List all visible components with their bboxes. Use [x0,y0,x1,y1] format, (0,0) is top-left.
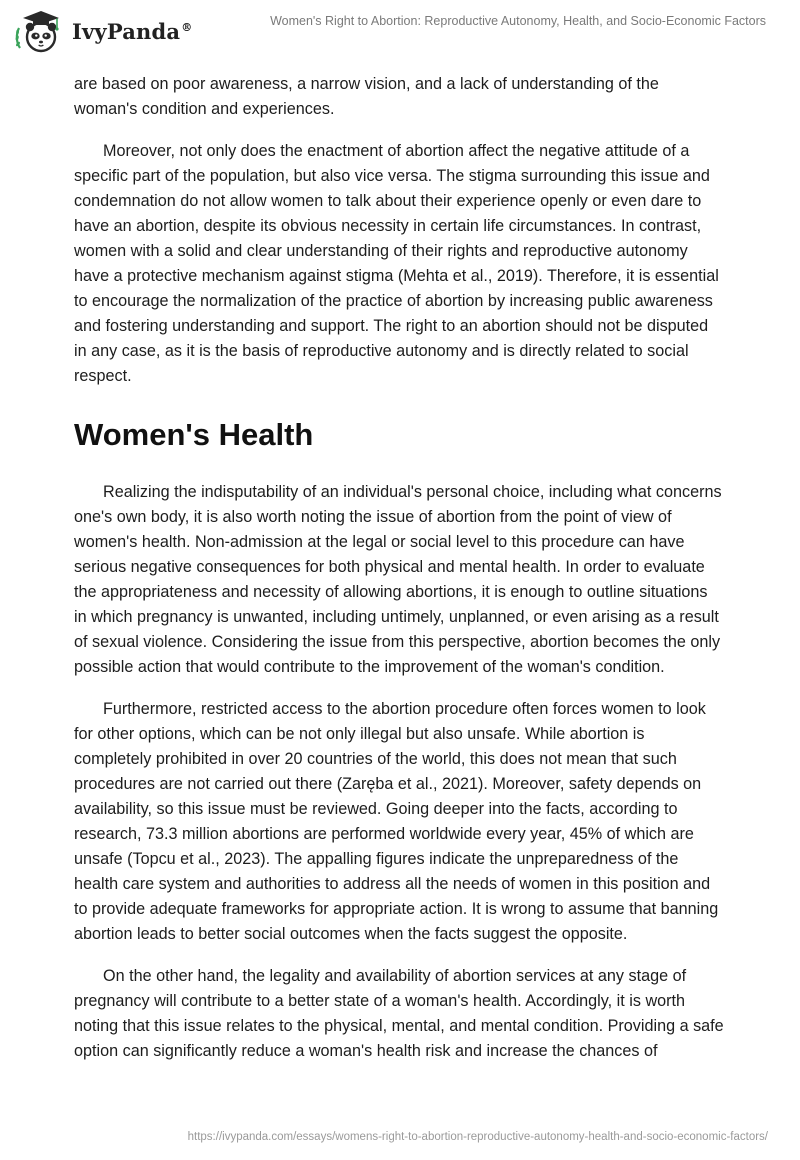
section-heading-womens-health: Women's Health [74,417,314,452]
page-header [0,0,800,62]
panda-graduate-icon [14,8,66,54]
paragraph-stigma: Moreover, not only does the enactment of abortion affect the negative attitude of a specific part of the population, but also vice versa. The stigma surrounding this issue and condemnation do not allow women to talk about their experience openly or even dare to have an abortion, despite its obvious necessity in certain life circumstances. In contrast, women with a solid and clear understanding of their rights and reproductive autonomy have a protective mechanism against stigma (Mehta et al., 2019). Therefore, it is essential to encourage the normalization of the practice of abortion by increasing public awareness and fostering understanding and support. The right to an abortion should not be disputed in any case, as it is the basis of reproductive autonomy and is directly related to social respect. [74,142,719,385]
document-title: Women's Right to Abortion: Reproductive Autonomy, Health, and Socio-Economic Factors [270,14,766,28]
footer-url[interactable]: https://ivypanda.com/essays/womens-right-to-abortion-reproductive-autonomy-health-and-socio-economic-factors/ [187,1131,768,1143]
paragraph-legality-availability: On the other hand, the legality and availability of abortion services at any stage of pregnancy will contribute to a better state of a woman's health. Accordingly, it is worth noting that this issue relates to the physical, mental, and mental condition. Providing a safe option can significantly reduce a woman's health risk and increase the chances of [74,967,724,1060]
paragraph-restricted-access: Furthermore, restricted access to the abortion procedure often forces women to look for other options, which can be not only illegal but also unsafe. While abortion is completely prohibited in over 20 countries of the world, this does not mean that such procedures are not carried out there (Zaręba et al., 2021). Moreover, safety depends on availability, so this issue must be reviewed. Going deeper into the facts, according to research, 73.3 million abortions are performed worldwide every year, 45% of which are unsafe (Topcu et al., 2023). The appalling figures indicate the unpreparedness of the health care system and authorities to address all the needs of women in this position and to provide adequate frameworks for appropriate action. It is wrong to assume that banning abortion leads to better social outcomes when the facts suggest the opposite. [74,700,719,943]
paragraph-continuation: are based on poor awareness, a narrow vision, and a lack of understanding of the woman's condition and experiences. [74,75,659,118]
logo-registered-mark: ® [181,20,193,34]
logo-text: IvyPanda® [72,18,193,44]
logo[interactable] [14,8,192,54]
paragraph-personal-choice: Realizing the indisputability of an individual's personal choice, including what concerns one's own body, it is also worth noting the issue of abortion from the point of view of women's health. Non-admission at the legal or social level to this procedure can have serious negative consequences for both physical and mental health. In order to evaluate the appropriateness and necessity of allowing abortions, it is enough to outline situations in which pregnancy is unwanted, including untimely, unplanned, or even arising as a result of sexual violence. Considering the issue from this perspective, abortion becomes the only possible action that would contribute to the improvement of the woman's condition. [74,483,722,676]
essay-body [74,72,724,1081]
